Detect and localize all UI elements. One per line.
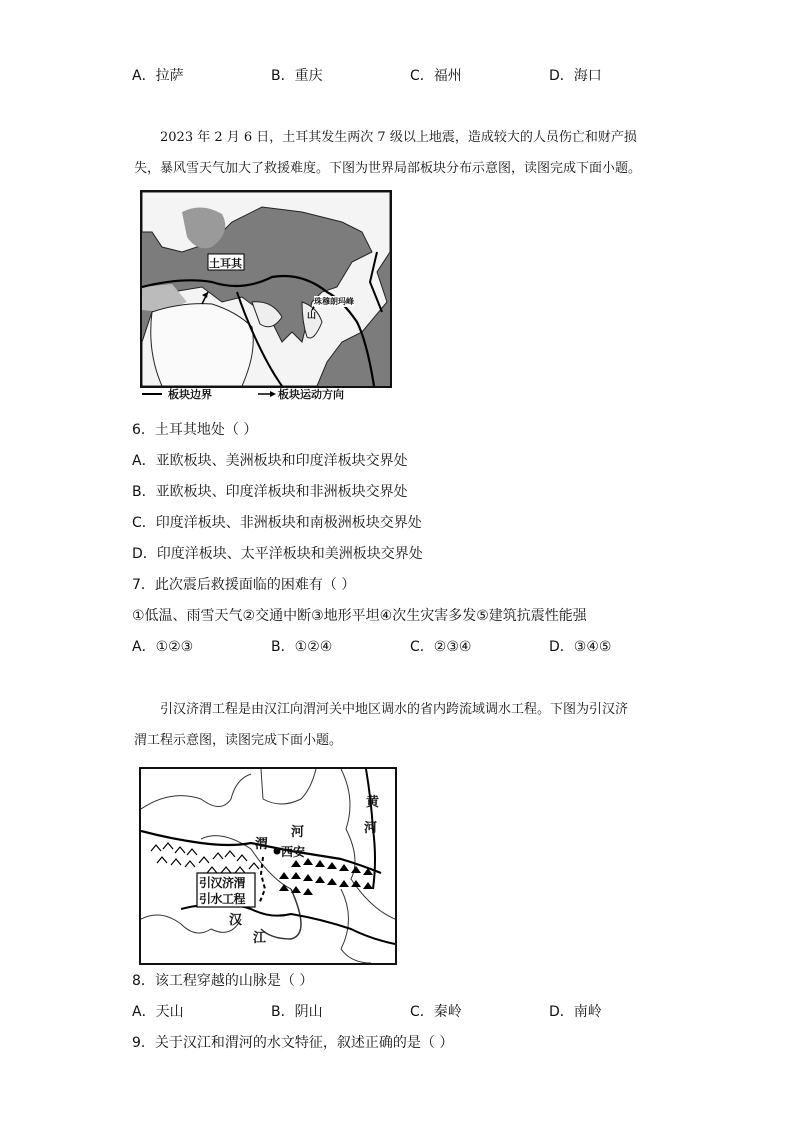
- diversion-map-drawing: [141, 769, 395, 963]
- q6-option-b: B．亚欧板块、印度洋板块和非洲板块交界处: [132, 484, 408, 500]
- q7-items: ①低温、雨雪天气②交通中断③地形平坦④次生灾害多发⑤建筑抗震性能强: [132, 608, 587, 624]
- label-han: 汉: [229, 913, 243, 928]
- label-turkey: 土耳其: [209, 257, 242, 270]
- diversion-map: [139, 767, 397, 965]
- label-huang: 黄: [366, 795, 380, 810]
- legend-motion: 板块运动方向: [278, 388, 344, 401]
- q5-option-b: B．重庆: [271, 68, 323, 84]
- plate-map: [140, 190, 392, 388]
- q7-option-b: B．①②④: [271, 639, 333, 655]
- label-mountain: 山: [307, 311, 317, 321]
- label-jiang: 江: [253, 931, 267, 946]
- q5-option-c: C．福州: [410, 68, 462, 84]
- q7-option-c: C．②③④: [410, 639, 472, 655]
- plate-map-drawing: [142, 192, 390, 386]
- plate-map-legend: [140, 386, 390, 402]
- q7-option-a: A．①②③: [132, 639, 194, 655]
- q6-option-a: A．亚欧板块、美洲板块和印度洋板块交界处: [132, 453, 408, 469]
- q8-option-d: D．南岭: [549, 1004, 602, 1020]
- passage1-line2: 失，暴风雪天气加大了救援难度。下图为世界局部板块分布示意图，读图完成下面小题。: [134, 161, 642, 176]
- boundary-line-icon: [142, 392, 162, 396]
- label-project-line1: 引汉济渭: [199, 876, 246, 890]
- label-xian: 西安: [281, 845, 306, 859]
- passage2-line2: 渭工程示意图，读图完成下面小题。: [134, 733, 343, 748]
- q8-option-b: B．阴山: [271, 1004, 323, 1020]
- q7-option-d: D．③④⑤: [549, 639, 612, 655]
- q8-option-c: C．秦岭: [410, 1004, 462, 1020]
- label-huang-he: 河: [364, 821, 378, 836]
- q6-option-d: D．印度洋板块、太平洋板块和美洲板块交界处: [132, 546, 423, 562]
- q6-option-c: C．印度洋板块、非洲板块和南极洲板块交界处: [132, 515, 422, 531]
- q7-stem: 7．此次震后救援面临的困难有（ ）: [132, 577, 356, 593]
- q5-option-d: D．海口: [549, 68, 602, 84]
- q5-option-a: A．拉萨: [132, 68, 184, 84]
- legend-boundary: 板块边界: [168, 388, 212, 401]
- label-wei: 渭: [255, 837, 269, 852]
- passage1-line1: 2023 年 2 月 6 日，土耳其发生两次 7 级以上地震，造成较大的人员伤亡和财产损: [160, 130, 637, 145]
- arrow-icon: [258, 389, 276, 399]
- passage2-line1: 引汉济渭工程是由汉江向渭河关中地区调水的省内跨流域调水工程。下图为引汉济: [160, 702, 629, 717]
- label-wei-he: 河: [291, 825, 305, 840]
- label-everest: 珠穆朗玛峰: [314, 297, 354, 306]
- q8-option-a: A．天山: [132, 1004, 184, 1020]
- q8-stem: 8．该工程穿越的山脉是（ ）: [132, 973, 314, 989]
- q6-stem: 6．土耳其地处（ ）: [132, 422, 258, 438]
- label-project-line2: 引水工程: [199, 892, 246, 906]
- q9-stem: 9．关于汉江和渭河的水文特征，叙述正确的是（ ）: [132, 1035, 454, 1051]
